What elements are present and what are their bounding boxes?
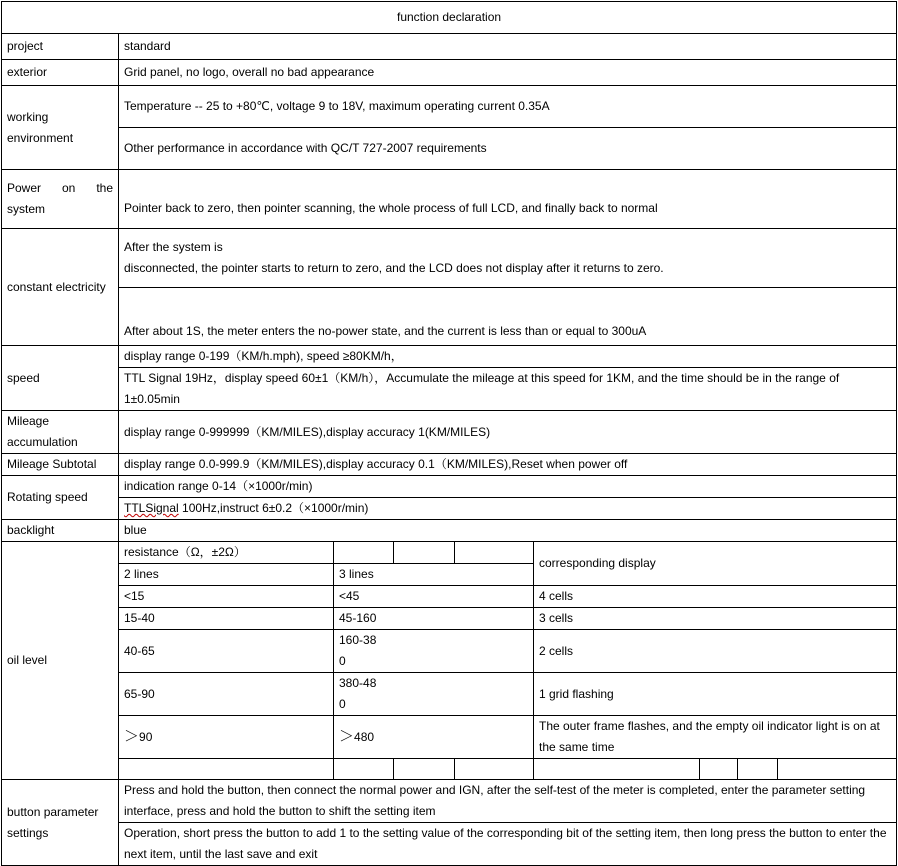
oil-level-label: oil level [2,542,119,780]
oil-empty-cell [455,542,534,564]
project-label: project [2,34,119,60]
oil-empty-cell [334,542,394,564]
oil-3lines-value: ＞480 [334,716,534,759]
oil-3lines-value: <45 [334,586,534,608]
oil-3lines-header: 3 lines [334,564,534,586]
constant-electricity-value-2: After about 1S, the meter enters the no-power state, and the current is less than or equal to 300uA [119,288,897,346]
button-parameter-value-1: Press and hold the button, then connect the normal power and IGN, after the self-test of the meter is completed, enter the parameter setting interface, press and hold the button to shift the setting item [119,780,897,823]
oil-3lines-value: 45-160 [334,608,534,630]
project-value: standard [119,34,897,60]
oil-3lines-value: 160-38 0 [334,630,534,673]
constant-electricity-value-1 [119,229,897,288]
oil-display-header: corresponding display [534,542,897,586]
oil-display-value: 2 cells [534,630,897,673]
oil-empty-cell [738,759,778,780]
exterior-value: Grid panel, no logo, overall no bad appearance [119,60,897,86]
oil-empty-cell [334,759,394,780]
oil-empty-cell [455,759,534,780]
table-title: function declaration [2,2,897,34]
ttl-signal-text: TTLSignal [124,501,179,515]
oil-display-value: 3 cells [534,608,897,630]
power-on-value: Pointer back to zero, then pointer scanning, the whole process of full LCD, and finally back to normal [119,170,897,229]
oil-2lines-value: 15-40 [119,608,334,630]
oil-empty-cell [394,759,455,780]
oil-empty-cell [119,759,334,780]
oil-empty-cell [778,759,897,780]
oil-display-value: The outer frame flashes, and the empty oil indicator light is on at the same time [534,716,897,759]
power-on-label-line2: system [7,202,46,216]
oil-empty-cell [700,759,738,780]
button-parameter-value-2: Operation, short press the button to add 1 to the setting value of the corresponding bit of the setting item, then long press the button to enter the next item, until the last save and exit [119,823,897,866]
rotating-speed-value-1: indication range 0-14（×1000r/min) [119,476,897,498]
mileage-accumulation-label: Mileage accumulation [2,411,119,454]
oil-3lines-value: 380-48 0 [334,673,534,716]
oil-empty-cell [534,759,700,780]
oil-resistance-header: resistance（Ω，±2Ω） [119,542,334,564]
power-on-label [2,170,119,229]
working-environment-value-1: Temperature -- 25 to +80℃, voltage 9 to 18V, maximum operating current 0.35A [119,86,897,128]
oil-2lines-value: ＞90 [119,716,334,759]
oil-2lines-header: 2 lines [119,564,334,586]
oil-2lines-value: 65-90 [119,673,334,716]
backlight-label: backlight [2,520,119,542]
oil-empty-cell [394,542,455,564]
power-on-label-line1: Power on the [7,181,113,195]
oil-2lines-value: 40-65 [119,630,334,673]
rotating-speed-value-2-rest: 100Hz,instruct 6±0.2（×1000r/min) [178,501,369,515]
speed-value-2: TTL Signal 19Hz，display speed 60±1（KM/h），Accumulate the mileage at this speed for 1KM, and the time should be in the range of 1±0.05min [119,368,897,411]
backlight-value: blue [119,520,897,542]
function-declaration-table [1,1,897,866]
oil-2lines-value: <15 [119,586,334,608]
rotating-speed-label: Rotating speed [2,476,119,520]
constant-electricity-label: constant electricity [2,229,119,346]
mileage-accumulation-value: display range 0-999999（KM/MILES),display accuracy 1(KM/MILES) [119,411,897,454]
speed-label: speed [2,346,119,411]
button-parameter-settings-label: button parameter settings [2,780,119,866]
constant-value-line1: After the system is [124,240,223,254]
oil-display-value: 4 cells [534,586,897,608]
mileage-subtotal-label: Mileage Subtotal [2,454,119,476]
speed-value-1: display range 0-199（KM/h.mph), speed ≥80KM/h， [119,346,897,368]
oil-display-value: 1 grid flashing [534,673,897,716]
mileage-subtotal-value: display range 0.0-999.9（KM/MILES),display accuracy 0.1（KM/MILES),Reset when power off [119,454,897,476]
working-environment-value-2: Other performance in accordance with QC/T 727-2007 requirements [119,128,897,170]
constant-value-line2: disconnected, the pointer starts to return to zero, and the LCD does not display after it returns to zero. [124,261,664,275]
working-environment-label: working environment [2,86,119,170]
rotating-speed-value-2 [119,498,897,520]
exterior-label: exterior [2,60,119,86]
